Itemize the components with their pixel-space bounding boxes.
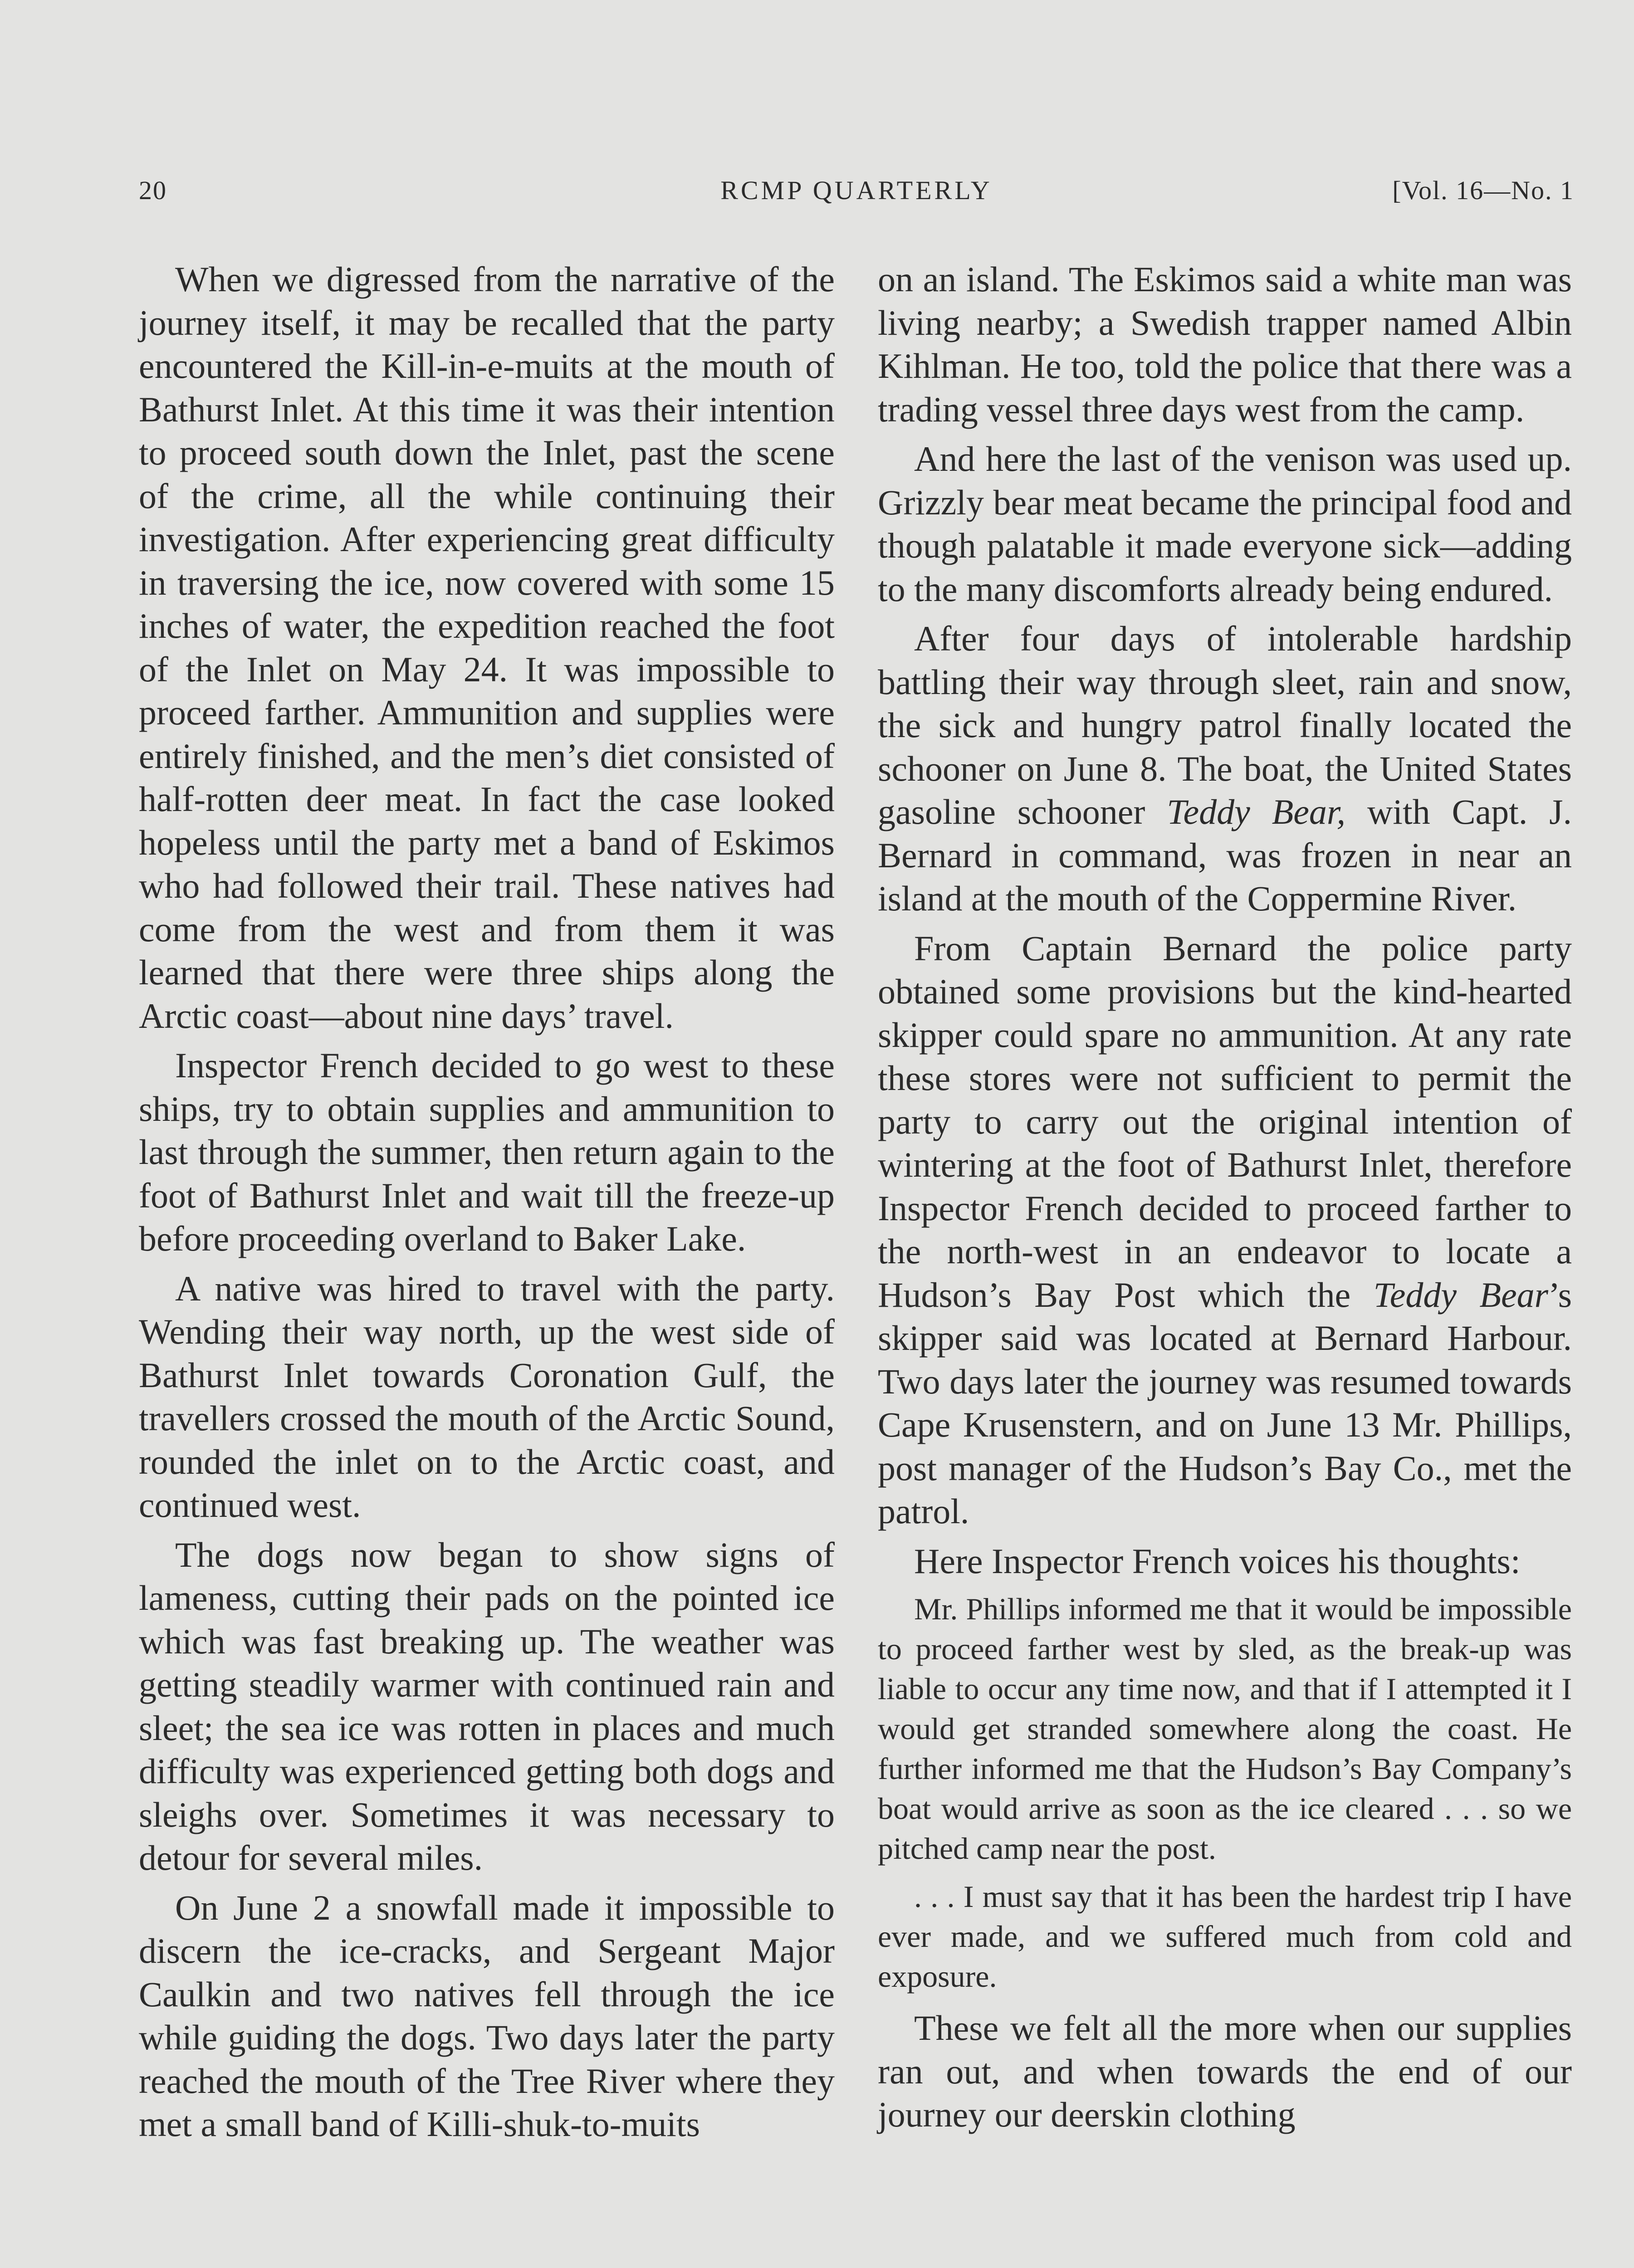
paragraph: On June 2 a snowfall made it impossible to discern the ice-cracks, and Sergeant Major Caulkin and two natives fell through the ice while guiding the dogs. Two days later the party reached the mouth of the Tree River where they met a small band of Killi-shuk-to-muits bbox=[139, 1887, 835, 2144]
volume-issue: [Vol. 16—No. 1 bbox=[1392, 176, 1574, 205]
paragraph: The dogs now began to show signs of lameness, cutting their pads on the pointed ice which was fast breaking up. The weather was getting steadily warmer with continued rain and sleet; the sea ice was rotten in places and much difficulty was experienced getting both dogs and sleighs over. Sometimes it was necessary to detour for several miles. bbox=[139, 1535, 835, 1877]
paragraph: on an island. The Eskimos said a white man was living nearby; a Swedish trapper named Albin Kihlman. He too, told the police that there was a trading vessel three days west from the camp. bbox=[878, 259, 1572, 429]
page-number: 20 bbox=[139, 176, 167, 205]
page-header bbox=[139, 175, 1574, 211]
text-run: with Capt. J. Bernard in command, was frozen in near an island at the mouth of the Coppermine River. bbox=[878, 792, 1572, 918]
ship-name: Teddy Bear bbox=[1373, 1275, 1548, 1315]
paragraph: Here Inspector French voices his thoughts: bbox=[914, 1541, 1521, 1581]
right-column bbox=[878, 258, 1572, 2143]
block-quote: Mr. Phillips informed me that it would be impossible to proceed farther west by sled, as the break-up was liable to occur any time now, and that if I attempted it I would get stranded somewhere along the coast. He further informed me that the Hudson’s Bay Company’s boat would arrive as soon as the ice cleared . . . so we pitched camp near the post. bbox=[878, 1592, 1572, 1866]
ship-name: Teddy Bear, bbox=[1167, 792, 1346, 831]
text-run: From Captain Bernard the police party obtained some provisions but the kind-hearted skipper could spare no ammunition. At any rate these stores were not sufficient to permit the party to carry out the original intention of wintering at the foot of Bathurst Inlet, therefore Inspector French decided to proceed farther to the north-west in an endeavor to locate a Hudson’s Bay Post which the bbox=[878, 928, 1572, 1315]
paragraph: And here the last of the venison was used up. Grizzly bear meat became the principal food and though palatable it made everyone sick—adding to the many discomforts already being endured. bbox=[878, 439, 1572, 609]
left-column bbox=[139, 258, 835, 2152]
paragraph bbox=[878, 927, 1572, 1533]
paragraph bbox=[878, 617, 1572, 920]
paragraph: These we felt all the more when our supplies ran out, and when towards the end of our journey our deerskin clothing bbox=[878, 2008, 1572, 2134]
paragraph: When we digressed from the narrative of the journey itself, it may be recalled that the party encountered the Kill-in-e-muits at the mouth of Bathurst Inlet. At this time it was their intention to proceed south down the Inlet, past the scene of the crime, all the while continuing their investigation. After experiencing great difficulty in traversing the ice, now covered with some 15 inches of water, the expedition reached the foot of the Inlet on May 24. It was impossible to proceed farther. Ammunition and supplies were entirely finished, and the men’s diet consisted of half-rotten deer meat. In fact the case looked hopeless until the party met a band of Eskimos who had followed their trail. These natives had come from the west and from them it was learned that there were three ships along the Arctic coast—about nine days’ travel. bbox=[139, 259, 835, 1036]
running-title: RCMP QUARTERLY bbox=[720, 176, 993, 205]
paragraph: A native was hired to travel with the party. Wending their way north, up the west side of Bathurst Inlet towards Coronation Gulf, the travellers crossed the mouth of the Arctic Sound, rounded the inlet on to the Arctic coast, and continued west. bbox=[139, 1268, 835, 1525]
paragraph: Inspector French decided to go west to these ships, try to obtain supplies and ammunition to last through the summer, then return again to the foot of Bathurst Inlet and wait till the freeze-up before proceeding overland to Baker Lake. bbox=[139, 1046, 835, 1258]
text-run: After four days of intolerable hardship battling their way through sleet, rain and snow, the sick and hungry patrol finally located the schooner on June 8. The boat, the United States gasoline schooner bbox=[878, 619, 1572, 831]
text-run: ’s skipper said was located at Bernard Harbour. Two days later the journey was resumed towards Cape Krusenstern, and on June 13 Mr. Phillips, post manager of the Hudson’s Bay Co., met the patrol. bbox=[878, 1275, 1572, 1531]
block-quote: . . . I must say that it has been the hardest trip I have ever made, and we suffered much from cold and exposure. bbox=[878, 1879, 1572, 1994]
